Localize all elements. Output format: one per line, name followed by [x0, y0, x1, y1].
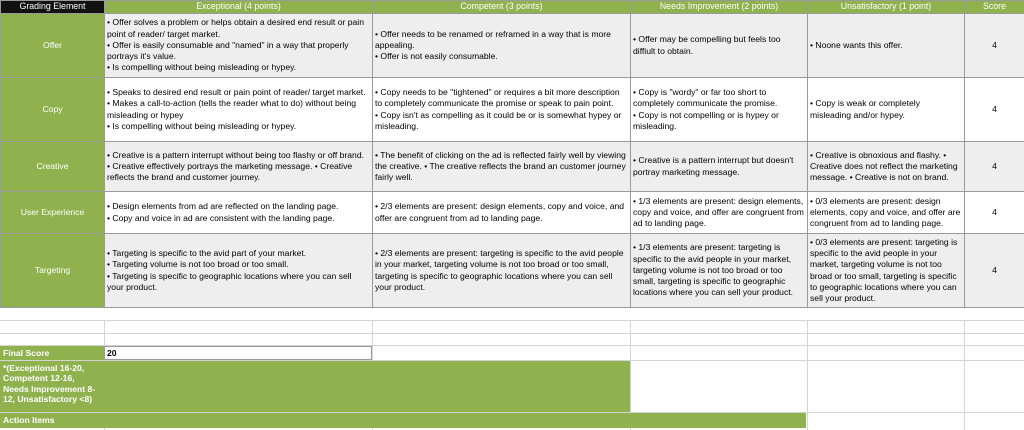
unsatisfactory-cell[interactable]	[808, 78, 965, 142]
grid-line	[964, 320, 965, 430]
header-row	[1, 1, 1024, 14]
criterion-text: • Targeting is specific to geographic locations where you can sell your product.	[107, 270, 352, 292]
header-exceptional[interactable]: Exceptional (4 points)	[105, 1, 373, 14]
criterion-text: • Makes a call-to-action (tells the reader what to do) without being misleading or hypey	[107, 98, 357, 120]
competent-cell[interactable]	[373, 192, 631, 234]
rubric-row	[1, 78, 1024, 142]
criterion-text: • Noone wants this offer.	[810, 39, 903, 50]
exceptional-cell[interactable]	[105, 142, 373, 192]
score-cell[interactable]: 4	[965, 234, 1024, 308]
criterion-text: • Targeting volume is not too broad or too small.	[107, 259, 289, 270]
grid-line	[0, 320, 1024, 321]
grid-line	[0, 333, 1024, 334]
row-element-label[interactable]: Copy	[1, 78, 105, 142]
unsatisfactory-cell[interactable]	[808, 234, 965, 308]
criterion-text: • Offer is easily consumable and "named" in a way that properly portrays it's value.	[107, 39, 349, 62]
unsatisfactory-cell[interactable]	[808, 142, 965, 192]
criterion-text: • 0/3 elements are present: targeting is specific to the avid people in your market, targeting volume is not too broad or too small, targeting is specific to geographic locations where you can sell your product.	[810, 236, 958, 303]
needs-improvement-cell[interactable]	[631, 142, 808, 192]
needs-improvement-cell[interactable]	[631, 234, 808, 308]
score-range-note[interactable]: *(Exceptional 16-20, Competent 12-16, Needs Improvement 8-12, Unsatisfactory <8)	[0, 361, 104, 412]
criterion-text: • Copy is not compelling or is hypey or misleading.	[633, 109, 779, 131]
row-element-label[interactable]: Offer	[1, 14, 105, 78]
criterion-text: • 1/3 elements are present: targeting is specific to the avid people in your market, targeting volume is not too broad or too small, targeting is specific to geographic locations where you can sell your product.	[633, 242, 794, 298]
criterion-text: • Targeting is specific to the avid part of your market.	[107, 248, 307, 259]
criterion-text: • The benefit of clicking on the ad is reflected fairly well by viewing the creative. • The creative reflects the brand an customer journey fairly well.	[375, 149, 626, 183]
exceptional-cell[interactable]	[105, 192, 373, 234]
header-score[interactable]: Score	[965, 1, 1024, 14]
criterion-text: • Design elements from ad are reflected on the landing page.	[107, 201, 339, 212]
criterion-text: • Offer may be compelling but feels too diffiult to obtain.	[633, 34, 781, 56]
criterion-text: • Creative effectively portrays the marketing message. • Creative reflects the brand and customer journey.	[107, 160, 353, 183]
competent-cell[interactable]	[373, 14, 631, 78]
final-score-value[interactable]: 20	[104, 346, 372, 360]
row-element-label[interactable]: Creative	[1, 142, 105, 192]
criterion-text: • Creative is a pattern interrupt but doesn't portray marketing message.	[633, 155, 794, 177]
action-items-fill[interactable]	[104, 413, 806, 428]
exceptional-cell[interactable]	[105, 78, 373, 142]
exceptional-cell[interactable]	[105, 234, 373, 308]
needs-improvement-cell[interactable]	[631, 192, 808, 234]
criterion-text: • Offer needs to be renamed or reframed in a way that is more appealing.	[375, 28, 611, 50]
competent-cell[interactable]	[373, 234, 631, 308]
score-range-fill[interactable]	[104, 361, 630, 412]
rubric-row	[1, 234, 1024, 308]
criterion-text: • Creative is obnoxious and flashy. • Creative does not reflect the marketing message. • Creative is not on brand.	[810, 149, 958, 183]
criterion-text: • Copy isn't as compelling as it could be or is somewhat hypey or misleading.	[375, 109, 622, 131]
criterion-text: • 1/3 elements are present: design elements, copy and voice, and offer are congruent from ad to landing page.	[633, 195, 804, 229]
competent-cell[interactable]	[373, 142, 631, 192]
rubric-row	[1, 192, 1024, 234]
score-cell[interactable]: 4	[965, 192, 1024, 234]
competent-cell[interactable]	[373, 78, 631, 142]
criterion-text: • Copy is weak or completely misleading and/or hypey.	[810, 98, 920, 120]
header-unsatisfactory[interactable]: Unsatisfactory (1 point)	[808, 1, 965, 14]
header-grading-element[interactable]: Grading Element	[1, 1, 105, 14]
criterion-text: • Offer is not easily consumable.	[375, 51, 498, 62]
unsatisfactory-cell[interactable]	[808, 14, 965, 78]
criterion-text: • Copy needs to be "tightened" or requires a bit more description to completely communicate the promise or speak to pain point.	[375, 87, 620, 109]
row-element-label[interactable]: User Experience	[1, 192, 105, 234]
criterion-text: • 2/3 elements are present: targeting is specific to the avid people in your market, targeting volume is not too broad or too small, targeting is specific to geographic locations where you can sell your product.	[375, 248, 624, 292]
needs-improvement-cell[interactable]	[631, 78, 808, 142]
row-element-label[interactable]: Targeting	[1, 234, 105, 308]
needs-improvement-cell[interactable]	[631, 14, 808, 78]
final-score-label[interactable]: Final Score	[0, 346, 104, 360]
criterion-text: • Speaks to desired end result or pain point of reader/ target market.	[107, 87, 366, 98]
header-competent[interactable]: Competent (3 points)	[373, 1, 631, 14]
criterion-text: • Is compelling without being misleading or hypey.	[107, 62, 297, 73]
header-needs-improvement[interactable]: Needs Improvement (2 points)	[631, 1, 808, 14]
rubric-row	[1, 142, 1024, 192]
criterion-text: • 0/3 elements are present: design elements, copy and voice, and offer are congruent from ad to landing page.	[810, 195, 961, 229]
unsatisfactory-cell[interactable]	[808, 192, 965, 234]
score-cell[interactable]: 4	[965, 142, 1024, 192]
score-cell[interactable]: 4	[965, 78, 1024, 142]
criterion-text: • Offer solves a problem or helps obtain a desired end result or pain point of reader/ target market.	[107, 17, 364, 39]
exceptional-cell[interactable]	[105, 14, 373, 78]
criterion-text: • 2/3 elements are present: design elements, copy and voice, and offer are congruent from ad to landing page.	[375, 201, 625, 223]
criterion-text: • Is compelling without being misleading or hypey.	[107, 120, 297, 131]
score-cell[interactable]: 4	[965, 14, 1024, 78]
criterion-text: • Copy is "wordy" or far too short to completely communicate the promise.	[633, 87, 778, 109]
criterion-text: • Copy and voice in ad are consistent with the landing page.	[107, 212, 335, 223]
action-items-label[interactable]: Action Items	[0, 413, 104, 428]
criterion-text: • Creative is a pattern interrupt without being too flashy or off brand.	[107, 149, 364, 160]
grid-line	[807, 320, 808, 430]
rubric-row	[1, 14, 1024, 78]
